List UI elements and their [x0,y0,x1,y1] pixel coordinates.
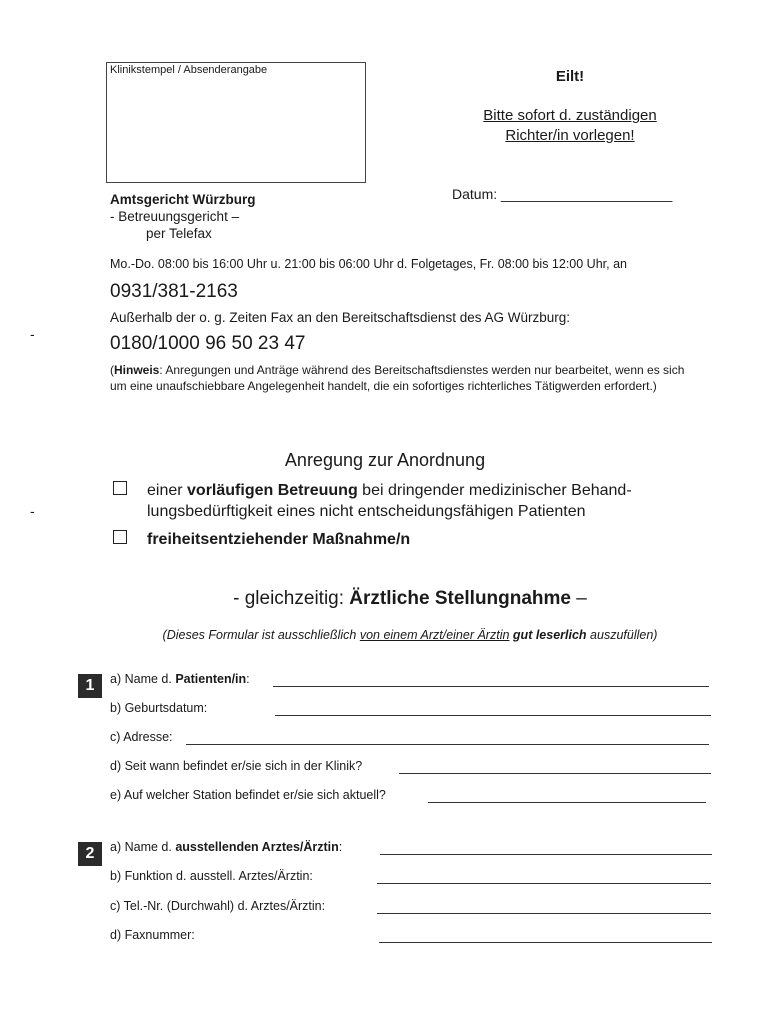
section-2-badge: 2 [78,842,102,866]
court-department: - Betreuungsgericht – [110,209,240,224]
fax-number-label: d) Faxnummer: [110,928,195,942]
birth-date-label: b) Geburtsdatum: [110,701,208,715]
court-delivery: per Telefax [146,226,212,241]
fax-number-emergency: 0180/1000 96 50 23 47 [110,333,306,354]
form-instruction-note: (Dieses Formular ist ausschließlich von einem Arzt/einer Ärztin gut leserlich auszufüllen) [162,628,658,642]
ward-field[interactable] [428,802,706,803]
doctor-name-label: a) Name d. ausstellenden Arztes/Ärztin: [110,840,343,854]
patient-name-label: a) Name d. Patienten/in: [110,672,250,686]
admission-date-label: d) Seit wann befindet er/sie sich in der Klinik? [110,759,363,773]
fax-number-main: 0931/381-2163 [110,281,238,302]
detention-measure-label: freiheitsentziehender Maßnahme/n [147,531,411,548]
doctor-name-field[interactable] [380,854,712,855]
clinic-stamp-label: Klinikstempel / Absenderangabe [110,64,268,76]
outside-hours-note: Außerhalb der o. g. Zeiten Fax an den Bereitschaftsdienst des AG Würzburg: [110,310,570,325]
address-label: c) Adresse: [110,730,173,744]
hint-label: Hinweis [114,363,160,377]
provisional-guardianship-checkbox[interactable] [113,481,127,495]
doctor-phone-label: c) Tel.-Nr. (Durchwahl) d. Arztes/Ärztin: [110,899,326,913]
doctor-function-label: b) Funktion d. ausstell. Arztes/Ärztin: [110,869,313,883]
medical-statement-heading: - gleichzeitig: Ärztliche Stellungnahme – [233,588,587,609]
court-name: Amtsgericht Würzburg [110,192,256,207]
doctor-function-field[interactable] [377,883,711,884]
admission-date-field[interactable] [399,773,711,774]
fax-number-field[interactable] [379,942,712,943]
office-hours: Mo.-Do. 08:00 bis 16:00 Uhr u. 21:00 bis 06:00 Uhr d. Folgetages, Fr. 08:00 bis 12:00 Uhr, an [110,257,627,271]
hint-paragraph: (Hinweis: Anregungen und Anträge während des Bereitschaftsdienstes werden nur bearbeitet, wenn es sich um eine unaufschiebbare Angelegenheit handelt, die ein sofortiges richterliches Tätigwerden erfordert.) [110,363,685,393]
section-1-badge: 1 [78,674,102,698]
request-heading: Anregung zur Anordnung [284,450,486,470]
ward-label: e) Auf welcher Station befindet er/sie sich aktuell? [110,788,386,802]
detention-measure-checkbox[interactable] [113,530,127,544]
margin-mark: - [30,326,35,342]
recipient-address [110,191,256,242]
judge-instruction: Bitte sofort d. zuständigen Richter/in vorlegen! [483,107,657,144]
date-field[interactable]: Datum: ______________________ [452,186,673,202]
clinic-stamp-box[interactable] [106,62,366,183]
patient-name-field[interactable] [273,686,709,687]
address-field[interactable] [186,744,709,745]
provisional-guardianship-label: einer vorläufigen Betreuung bei dringender medizinischer Behand- lungsbedürftigkeit eines nicht entscheidungsfähigen Patienten [147,482,632,520]
doctor-phone-field[interactable] [377,913,711,914]
birth-date-field[interactable] [275,715,711,716]
margin-mark: - [30,503,35,519]
urgent-label: Eilt! [555,68,585,85]
